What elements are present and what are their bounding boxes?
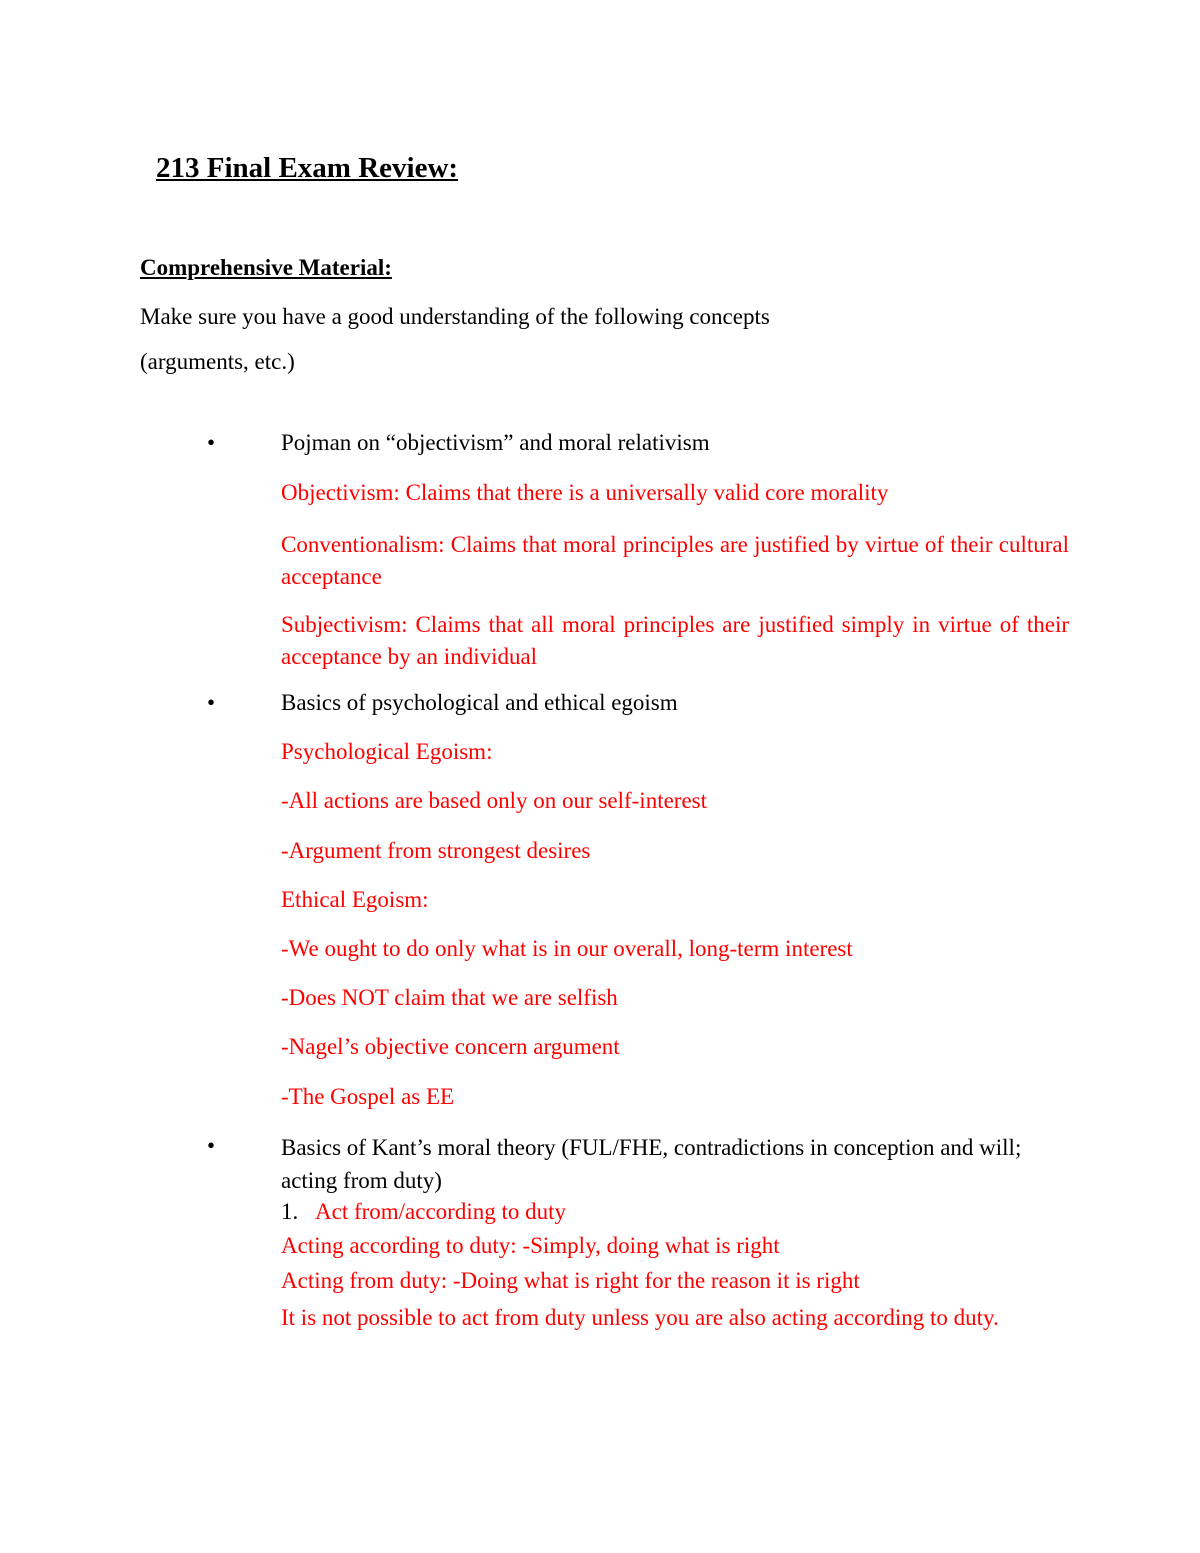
note-from-duty: Acting from duty: -Doing what is right for the reason it is right (281, 1268, 860, 1293)
note-subjectivism: Subjectivism: Claims that all moral principles are justified simply in virtue of their acceptance by an individual (281, 612, 1069, 669)
page-title: 213 Final Exam Review: (156, 152, 459, 184)
note-ee-nagel: -Nagel’s objective concern argument (281, 1034, 620, 1059)
note-duty-conclusion: It is not possible to act from duty unless you are also acting according to duty. (281, 1305, 999, 1330)
bullet-label-kant: Basics of Kant’s moral theory (FUL/FHE, contradictions in conception and will; acting from duty) (281, 1135, 1022, 1193)
bullet-label-egoism: Basics of psychological and ethical egoism (281, 690, 678, 715)
note-pe-strongest-desires: -Argument from strongest desires (281, 838, 591, 863)
note-pe-self-interest: -All actions are based only on our self-interest (281, 788, 708, 813)
intro-text-line-2: (arguments, etc.) (140, 349, 295, 374)
bullet-label-pojman: Pojman on “objectivism” and moral relativism (281, 430, 710, 455)
bullet-marker: • (207, 430, 216, 455)
note-objectivism: Objectivism: Claims that there is a universally valid core morality (281, 480, 889, 505)
bullet-marker: • (207, 1133, 216, 1158)
note-conventionalism: Conventionalism: Claims that moral principles are justified by virtue of their cultural acceptance (281, 532, 1069, 589)
note-ethical-egoism: Ethical Egoism: (281, 887, 429, 912)
section-heading: Comprehensive Material: (140, 255, 392, 280)
numbered-item-text: Act from/according to duty (315, 1199, 567, 1224)
note-psychological-egoism: Psychological Egoism: (281, 739, 493, 764)
note-ee-gospel: -The Gospel as EE (281, 1084, 455, 1109)
numbered-item (281, 1199, 566, 1225)
numbered-item-number: 1. (281, 1199, 299, 1224)
note-ee-not-selfish: -Does NOT claim that we are selfish (281, 985, 618, 1010)
bullet-marker: • (207, 690, 216, 715)
note-ee-long-term-interest: -We ought to do only what is in our overall, long-term interest (281, 936, 853, 961)
note-according-to-duty: Acting according to duty: -Simply, doing what is right (281, 1233, 780, 1258)
intro-text-line-1: Make sure you have a good understanding of the following concepts (140, 304, 770, 329)
